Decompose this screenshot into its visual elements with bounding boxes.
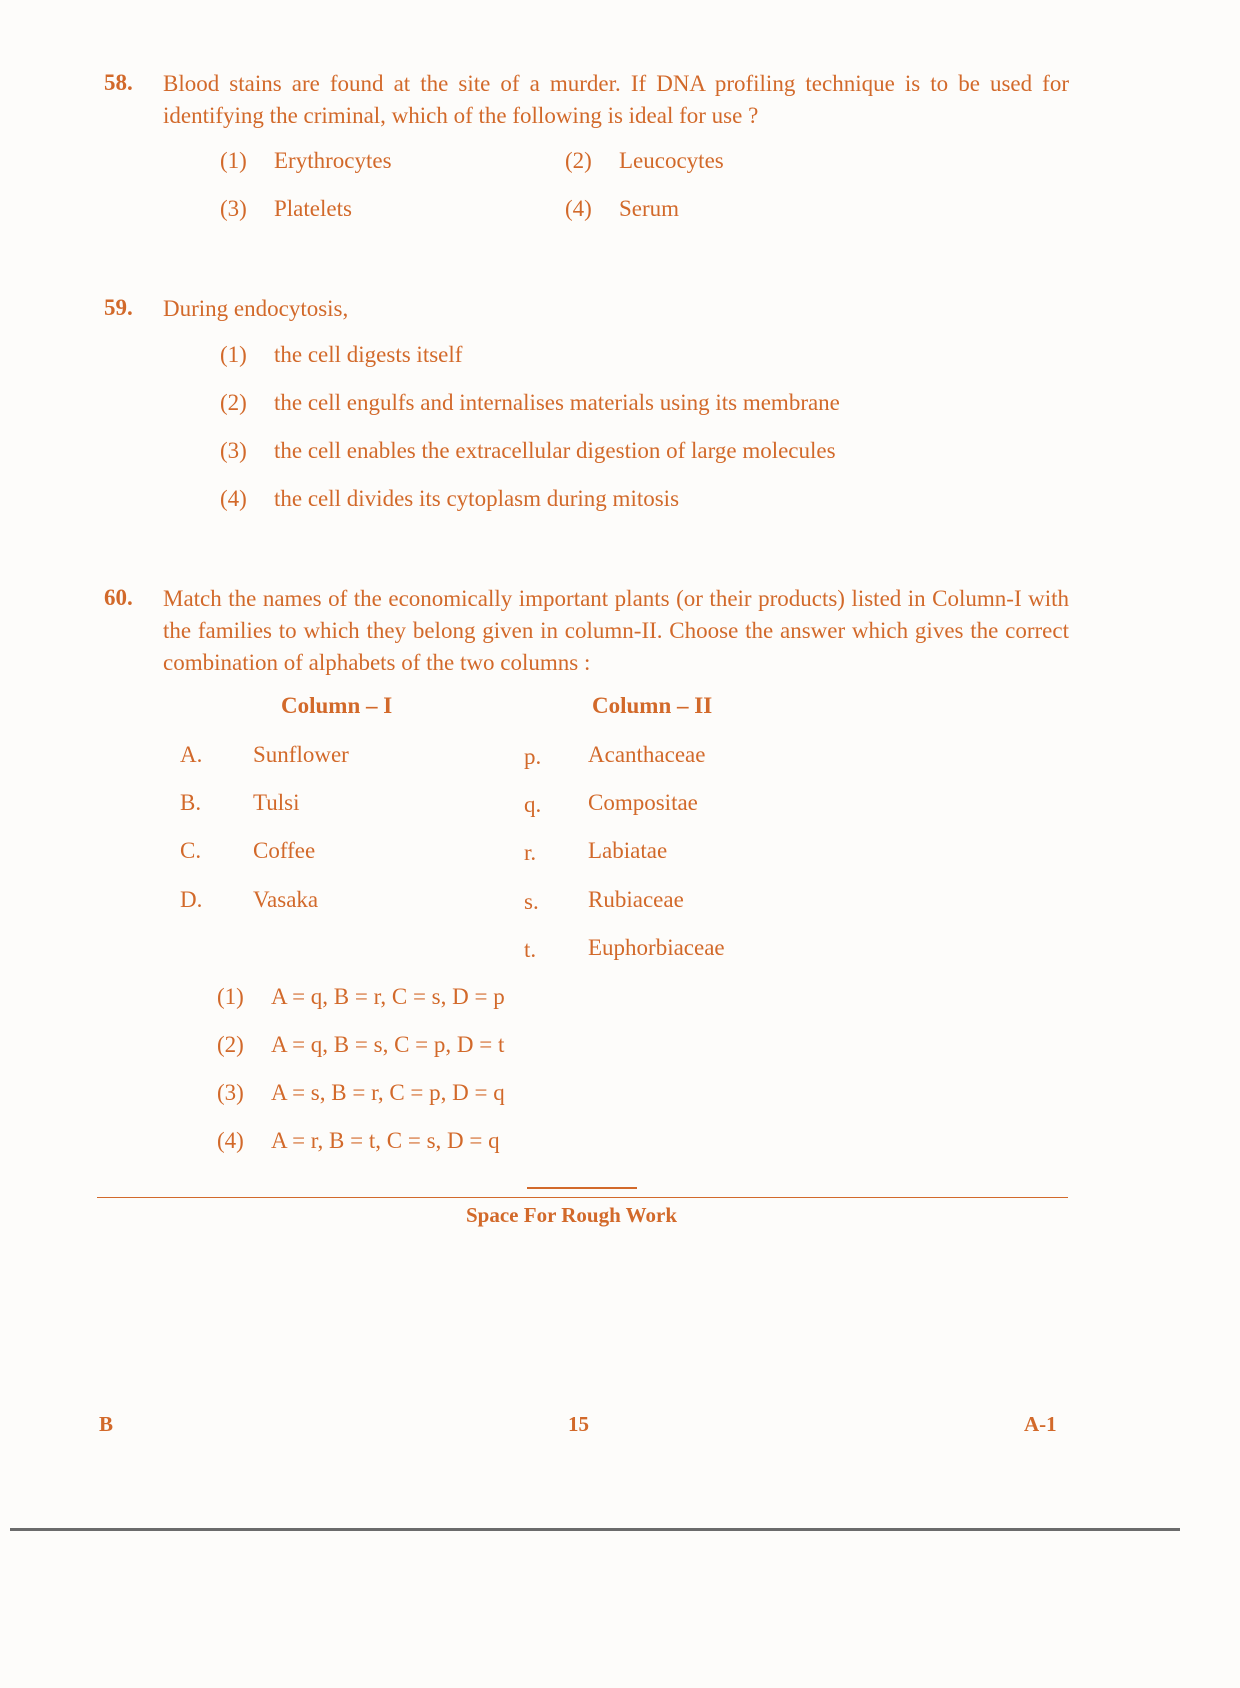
- option-number: (3): [217, 1080, 244, 1105]
- option-number: (3): [220, 196, 247, 221]
- column-2-item: Acanthaceae: [588, 742, 706, 767]
- q59-option-3: [220, 438, 836, 464]
- q59-text: During endocytosis,: [163, 296, 349, 321]
- option-number: (4): [217, 1128, 244, 1153]
- column-2-item: Compositae: [588, 790, 698, 815]
- option-text: A = q, B = r, C = s, D = p: [271, 984, 505, 1009]
- option-text: the cell enables the extracellular digestion of large molecules: [274, 438, 836, 463]
- option-number: (1): [220, 342, 247, 367]
- column-1-item: Tulsi: [253, 790, 300, 815]
- q58-text: Blood stains are found at the site of a murder. If DNA profiling technique is to be used for identifying the criminal, which of the following is ideal for use ?: [163, 71, 1069, 128]
- option-number: (4): [565, 196, 592, 221]
- scan-edge-line: [10, 1528, 1180, 1531]
- column-2-title: Column – II: [592, 693, 713, 718]
- q59-option-4: [220, 486, 679, 512]
- option-number: (2): [217, 1032, 244, 1057]
- page-number: 15: [568, 1412, 589, 1436]
- column-2-item: Euphorbiaceae: [588, 935, 725, 960]
- option-number: (4): [220, 486, 247, 511]
- q60-option-4: [217, 1128, 500, 1154]
- column-1-item: Coffee: [253, 838, 316, 863]
- column-1-key: A.: [180, 742, 203, 767]
- column-1-item: Sunflower: [253, 742, 349, 767]
- column-2-item: Labiatae: [588, 838, 668, 863]
- q58-option-4: [565, 196, 679, 222]
- q59-number: 59.: [104, 295, 133, 320]
- q60-option-2: [217, 1032, 504, 1058]
- q58-number: 58.: [104, 70, 133, 95]
- option-text: the cell digests itself: [274, 342, 463, 367]
- q59-option-2: [220, 390, 840, 416]
- column-1-title: Column – I: [281, 693, 393, 718]
- column-1-key: C.: [180, 838, 202, 863]
- short-divider: [527, 1187, 637, 1189]
- option-text: A = q, B = s, C = p, D = t: [271, 1032, 505, 1057]
- option-text: the cell engulfs and internalises materials using its membrane: [274, 390, 840, 415]
- column-2-key: p.: [524, 744, 542, 769]
- option-number: (2): [220, 390, 247, 415]
- booklet-code: B: [99, 1412, 114, 1436]
- q60-number: 60.: [104, 585, 133, 610]
- q60-option-3: [217, 1080, 505, 1106]
- option-text: Platelets: [274, 196, 352, 221]
- column-2-key: t.: [524, 937, 537, 962]
- q60-option-1: [217, 984, 505, 1010]
- option-text: the cell divides its cytoplasm during mitosis: [274, 486, 680, 511]
- q58-option-2: [565, 148, 724, 174]
- q58-option-1: [220, 148, 392, 174]
- option-text: Serum: [619, 196, 680, 221]
- column-1-key: B.: [180, 790, 202, 815]
- column-2-key: r.: [524, 840, 537, 865]
- rough-work-divider: [97, 1197, 1068, 1198]
- option-number: (2): [565, 148, 592, 173]
- rough-work-label: Space For Rough Work: [466, 1203, 678, 1227]
- option-number: (1): [220, 148, 247, 173]
- option-text: Leucocytes: [619, 148, 724, 173]
- option-text: Erythrocytes: [274, 148, 392, 173]
- q60-text: Match the names of the economically important plants (or their products) listed in Column-I with the families to which they belong given in column-II. Choose the answer which gives the correct combination of alphabets of the two columns :: [163, 586, 1069, 675]
- q59-option-1: [220, 342, 462, 368]
- option-text: A = r, B = t, C = s, D = q: [271, 1128, 500, 1153]
- option-number: (3): [220, 438, 247, 463]
- option-number: (1): [217, 984, 244, 1009]
- column-1-key: D.: [180, 887, 203, 912]
- q58-option-3: [220, 196, 352, 222]
- column-2-key: s.: [524, 889, 539, 914]
- option-text: A = s, B = r, C = p, D = q: [271, 1080, 505, 1105]
- column-1-item: Vasaka: [253, 887, 319, 912]
- column-2-item: Rubiaceae: [588, 887, 684, 912]
- series-code: A-1: [1024, 1412, 1057, 1436]
- column-2-key: q.: [524, 792, 542, 817]
